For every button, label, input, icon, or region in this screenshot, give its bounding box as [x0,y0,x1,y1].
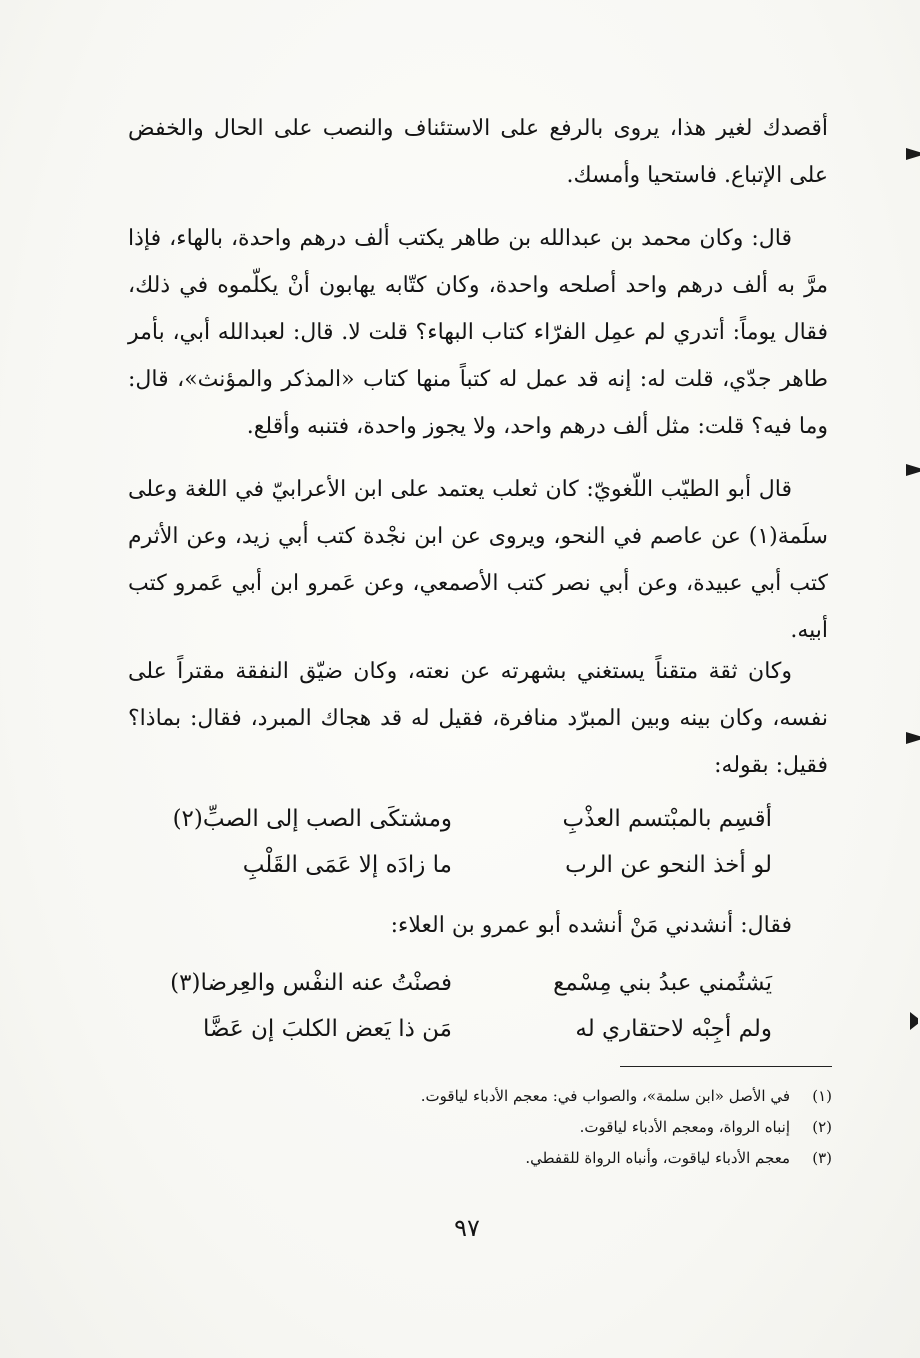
page-number: ٩٧ [454,1214,480,1242]
verse-hemistich-first: ولم أجِبْه لاحتقاري له [575,1016,772,1042]
verse-hemistich-first: أقسِم بالمبْتسم العذْبِ [562,806,772,832]
footnote-text: معجم الأدباء لياقوت، وأنباه الرواة للقفطي. [525,1149,790,1167]
verse-block-1 [152,796,772,888]
footnote [312,1081,832,1112]
footnote [312,1143,832,1174]
binding-mark-icon [906,148,920,160]
footnote-number: (٣) [812,1149,832,1167]
binding-mark-icon [906,464,920,476]
footnote [312,1112,832,1143]
paragraph-2: قال: وكان محمد بن عبدالله بن طاهر يكتب ألف درهم واحدة، بالهاء، فإذا مرَّ به ألف درهم واحد أصلحه واحدة، وكان كتّابه يهابون أنْ يكلّموه في ذلك، فقال يوماً: أتدري لم عمِل الفرّاء كتاب البهاء؟ قلت لا. قال: لعبدالله أبي، بأمر طاهر جدّي، قلت له: إنه قد عمل له كتباً منها كتاب «المذكر والمؤنث»، قال: وما فيه؟ قلت: مثل ألف درهم واحد، ولا يجوز واحدة، فتنبه وأقلع. [128,226,828,439]
binding-mark-icon [906,732,920,744]
verse-hemistich-second: ومشتكَى الصب إلى الصبِّ(٢) [172,806,452,832]
verse-line [152,1006,772,1052]
verse-line [152,842,772,888]
footnote-divider [620,1066,832,1067]
verse-block-2 [152,960,772,1052]
paragraph-1: أقصدك لغير هذا، يروى بالرفع على الاستئناف والنصب على الحال والخفض على الإتباع. فاستحيا وأمسك. [128,116,828,188]
footnote-text: في الأصل «ابن سلمة»، والصواب في: معجم الأدباء لياقوت. [420,1087,790,1105]
footnote-number: (٢) [812,1118,832,1136]
verse-hemistich-second: مَن ذا يَعض الكلبَ إن عَضَّا [203,1016,452,1042]
verse-hemistich-second: ما زادَه إلا عَمَى القَلْبِ [242,852,452,878]
verse-line [152,796,772,842]
paragraph-4: وكان ثقة متقناً يستغني بشهرته عن نعته، وكان ضيّق النفقة مقتراً على نفسه، وكان بينه وبين المبرّد منافرة، فقيل له قد هجاك المبرد، فقال: بماذا؟ فقيل: بقوله: [128,659,828,778]
footnotes [312,1081,832,1174]
verse-hemistich-second: فصنْتُ عنه النفْس والعِرضا(٣) [170,970,452,996]
footnote-text: إنباه الرواة، ومعجم الأدباء لياقوت. [579,1118,790,1136]
footnote-number: (١) [812,1087,832,1105]
paragraph-3: قال أبو الطيّب اللّغويّ: كان ثعلب يعتمد على ابن الأعرابيّ في اللغة وعلى سلَمة(١) عن عاصم في النحو، ويروى عن ابن نجْدة كتب أبي زيد، وعن الأثرم كتب أبي عبيدة، وعن أبي نصر كتب الأصمعي، وعن عَمرو ابن أبي عَمرو كتب أبيه. [128,477,828,643]
binding-mark-icon [910,1012,918,1030]
verse-hemistich-first: يَشتُمني عبدُ بني مِسْمع [553,970,772,996]
verse-hemistich-first: لو أخذ النحو عن الرب [565,852,772,878]
verse-line [152,960,772,1006]
verse-intro: فقال: أنشدني مَنْ أنشده أبو عمرو بن العلاء: [390,913,792,938]
